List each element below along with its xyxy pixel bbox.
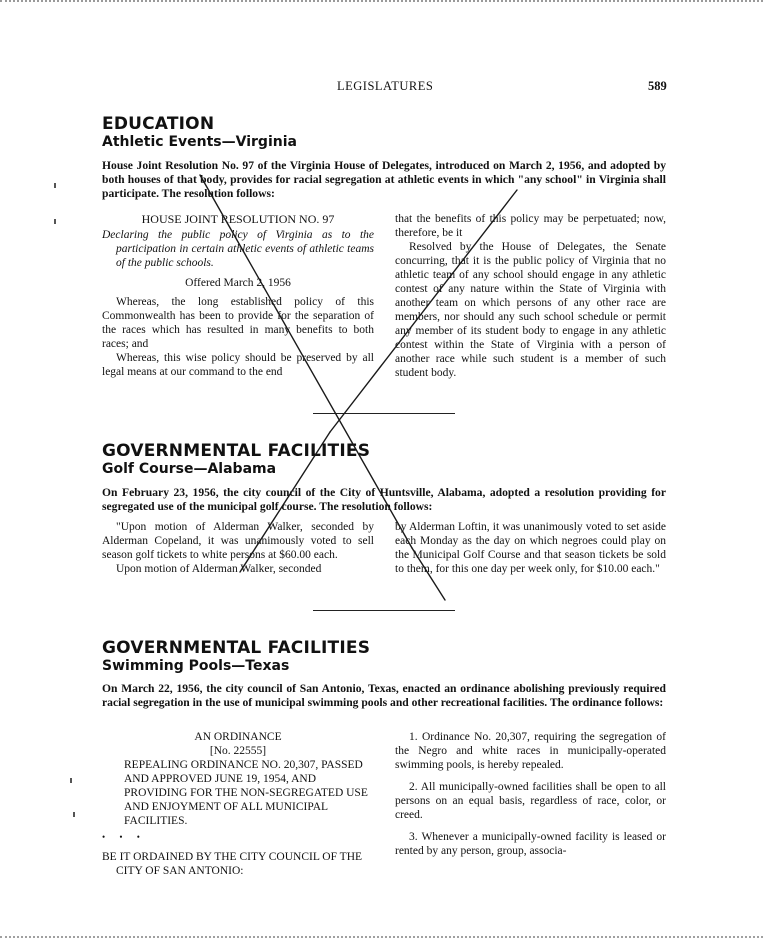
- page-number: 589: [648, 79, 667, 93]
- resolved-text: Resolved by the House of Delegates, the Senate concurring, that it is the public policy of Virginia that no athletic team of any school should engage in any athletic contest of any nature within the State of Virginia with another team on which persons of any other race are members, nor should any such school schedule or permit any member of its student body to engage in any athletic contest within the State of Virginia with a person of another race while such student is a member of such student body.: [395, 241, 666, 379]
- ordinance-section-1: 1. Ordinance No. 20,307, requiring the segregation of the Negro and white races in municipally-operated swimming pools, is hereby repealed.: [395, 731, 666, 771]
- benefits-text: that the benefits of this policy may be perpetuated; now, therefore, be it: [395, 213, 666, 239]
- scan-border-bottom: [0, 936, 763, 938]
- margin-mark: [54, 183, 56, 188]
- ordinance-heading: AN ORDINANCE: [194, 731, 282, 743]
- ordain-clause: BE IT ORDAINED BY THE CITY COUNCIL OF THE CITY OF SAN ANTONIO:: [102, 851, 363, 877]
- ellipsis-stars: • • •: [102, 832, 146, 842]
- ordinance-number: [No. 22555]: [209, 745, 267, 757]
- section-subtitle-pools: Swimming Pools—Texas: [102, 658, 290, 674]
- margin-mark: [54, 219, 56, 224]
- resolution-caption: Declaring the public policy of Virginia as to the participation in certain athletic events of athletic teams of the public schools.: [102, 229, 374, 269]
- section-subtitle-golf: Golf Course—Alabama: [102, 461, 277, 477]
- pen-stroke-upper: [330, 190, 517, 432]
- whereas-1: Whereas, the long established policy of this Commonwealth has been to provide for the separation of the races which has resulted in many benefits to both races; and: [102, 296, 374, 350]
- pen-stroke-diagonal: [200, 175, 412, 548]
- resolution-heading: HOUSE JOINT RESOLUTION NO. 97: [141, 212, 335, 226]
- golf-motion-2: Upon motion of Alderman Walker, seconded: [116, 563, 322, 575]
- ordinance-section-2: 2. All municipally-owned facilities shall be open to all persons on an equal basis, regardless of race, color, or creed.: [395, 781, 666, 821]
- running-head-title: LEGISLATURES: [337, 79, 434, 93]
- pen-stroke-tail: [412, 548, 445, 600]
- education-intro: House Joint Resolution No. 97 of the Virginia House of Delegates, introduced on March 2, 1956, and adopted by both houses of that body, provides for racial segregation at athletic events in which "any school" in Virginia shall participate. The resolution follows:: [102, 159, 666, 200]
- margin-mark: [73, 812, 75, 817]
- ordinance-caption: REPEALING ORDINANCE NO. 20,307, PASSED AND APPROVED JUNE 19, 1954, AND PROVIDING FOR THE NON-SEGREGATED USE AND ENJOYMENT OF ALL MUNICIPAL FACILITIES.: [124, 759, 368, 827]
- pools-intro: On March 22, 1956, the city council of San Antonio, Texas, enacted an ordinance abolishing previously required racial segregation in the use of municipal swimming pools and other recreational facilities. The ordinance follows:: [102, 682, 666, 709]
- section-subtitle-athletic: Athletic Events—Virginia: [102, 134, 297, 150]
- pen-stroke-lower: [240, 432, 330, 572]
- section-title-golf: GOVERNMENTAL FACILITIES: [102, 441, 371, 461]
- section-title-education: EDUCATION: [102, 114, 215, 134]
- golf-intro: On February 23, 1956, the city council of the City of Huntsville, Alabama, adopted a resolution providing for segregated use of the municipal golf course. The resolution follows:: [102, 486, 666, 513]
- whereas-2: Whereas, this wise policy should be preserved by all legal means at our command to the end: [102, 352, 374, 378]
- golf-motion-continued: by Alderman Loftin, it was unanimously voted to set aside each Monday as the day on which negroes could play on the Municipal Golf Course and that season tickets be sold to them, for this one day per week only, for $10.00 each.": [395, 521, 666, 575]
- golf-motion-1: "Upon motion of Alderman Walker, seconded by Alderman Copeland, it was unanimously voted to sell season golf tickets to white persons at $60.00 each.: [102, 521, 374, 561]
- resolution-date: Offered March 2, 1956: [185, 277, 291, 289]
- ordinance-section-3: 3. Whenever a municipally-owned facility is leased or rented by any person, group, associa-: [395, 831, 666, 857]
- margin-mark: [70, 778, 72, 783]
- section-title-pools: GOVERNMENTAL FACILITIES: [102, 638, 371, 658]
